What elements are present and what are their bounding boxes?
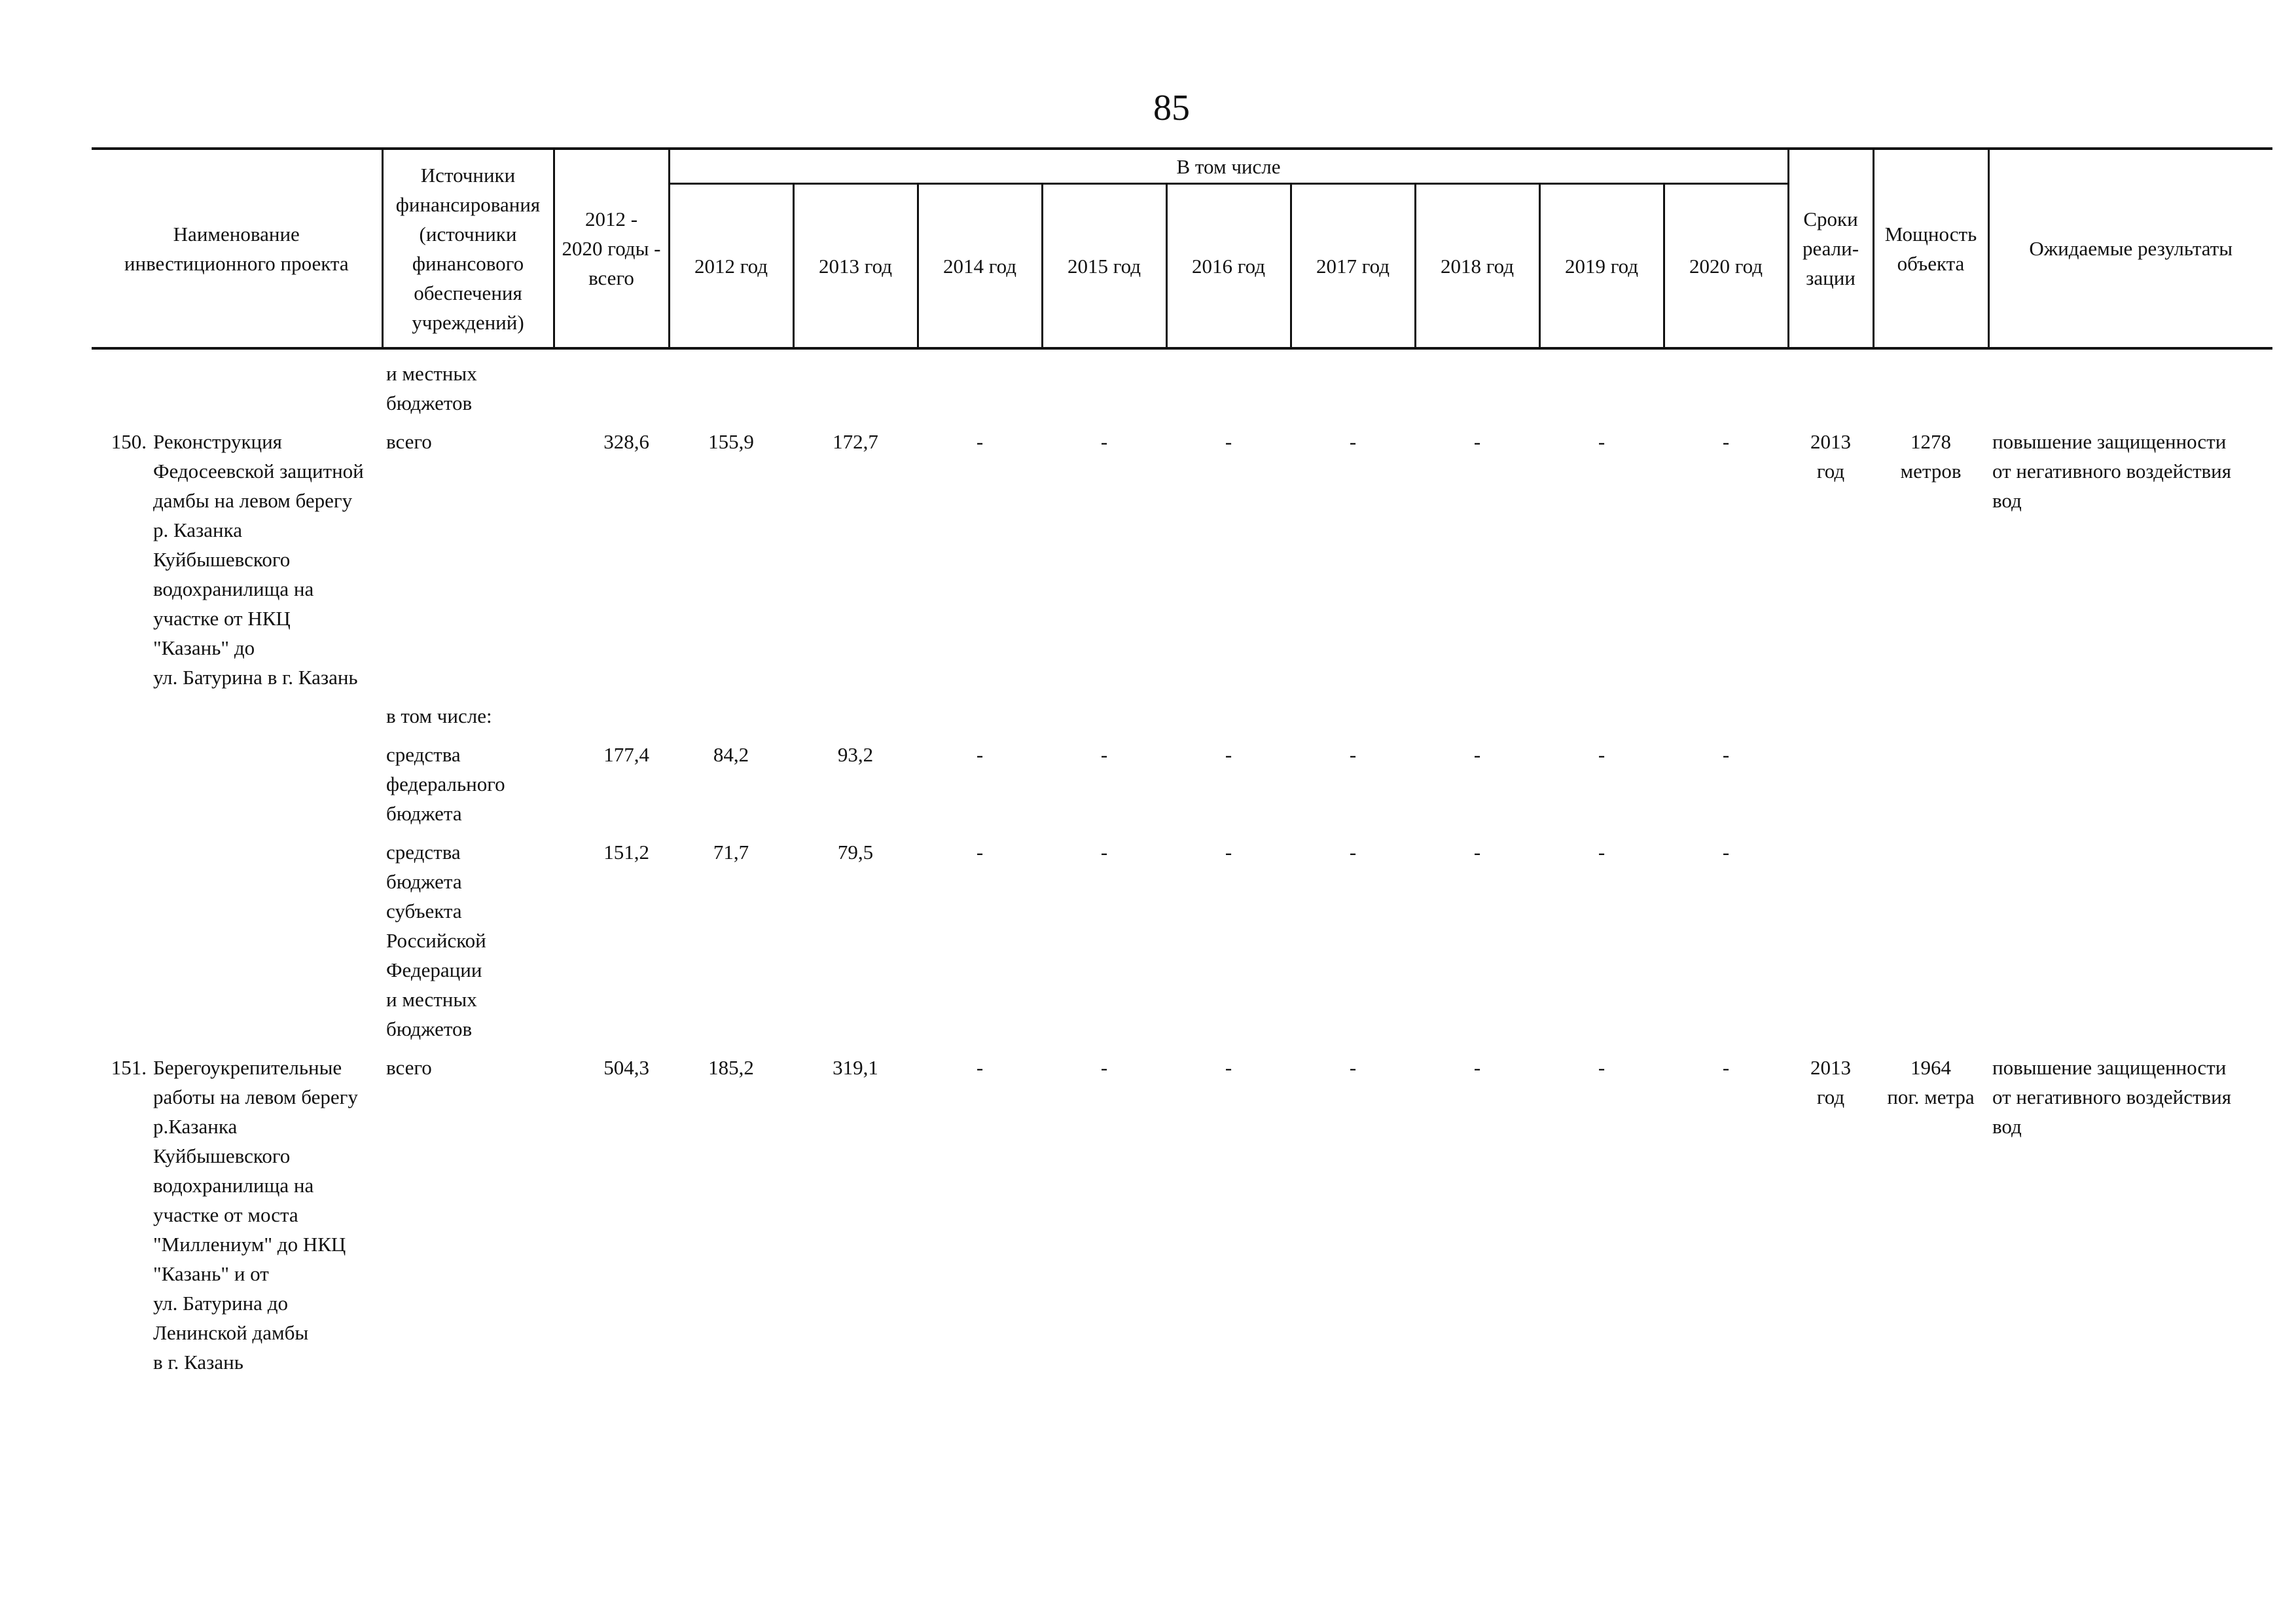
header-year: 2012 год: [669, 184, 793, 349]
header-year: 2018 год: [1415, 184, 1539, 349]
source-cell: всего: [386, 1056, 432, 1079]
year-value: -: [1473, 430, 1481, 453]
header-year: 2014 год: [918, 184, 1042, 349]
source-cell: всего: [386, 430, 432, 453]
header-total: 2012 - 2020 годы - всего: [554, 149, 669, 348]
year-value: 71,7: [713, 841, 749, 864]
table-row-subsource: [92, 828, 2272, 1044]
year-value: -: [1100, 1056, 1108, 1079]
year-value: -: [1598, 841, 1605, 864]
header-year: 2015 год: [1042, 184, 1166, 349]
year-value: -: [1100, 430, 1108, 453]
term-cell: 2013 год: [1810, 1056, 1851, 1108]
year-value: 172,7: [833, 430, 878, 453]
year-value: -: [1349, 743, 1357, 766]
year-value: -: [1100, 841, 1108, 864]
header-year: 2013 год: [793, 184, 918, 349]
year-value: 319,1: [833, 1056, 878, 1079]
source-cell: средства бюджета субъекта Российской Федерации и местных бюджетов: [386, 841, 486, 1040]
investment-projects-table: [92, 147, 2272, 1377]
term-cell: 2013 год: [1810, 430, 1851, 483]
year-value: -: [1349, 841, 1357, 864]
year-value: -: [1722, 1056, 1730, 1079]
year-value: -: [1349, 430, 1357, 453]
header-year: 2020 год: [1664, 184, 1788, 349]
source-cell: средства федерального бюджета: [386, 743, 505, 825]
year-value: -: [1598, 1056, 1605, 1079]
year-value: 185,2: [708, 1056, 754, 1079]
year-value: -: [1225, 1056, 1232, 1079]
header-expected-results: Ожидаемые результаты: [1988, 149, 2272, 348]
year-value: -: [976, 1056, 984, 1079]
year-value: -: [1225, 430, 1232, 453]
table-row-subsource: [92, 731, 2272, 828]
capacity-cell: 1278 метров: [1900, 430, 1962, 483]
year-value: -: [1225, 743, 1232, 766]
total-cell: 328,6: [603, 430, 649, 453]
year-value: -: [1100, 743, 1108, 766]
table-header: [92, 149, 2272, 348]
capacity-cell: 1964 пог. метра: [1887, 1056, 1975, 1108]
year-value: -: [1722, 841, 1730, 864]
result-cell: повышение защищенности от негативного воздействия вод: [1992, 430, 2231, 512]
year-value: -: [1722, 743, 1730, 766]
year-value: -: [1225, 841, 1232, 864]
year-value: -: [1598, 430, 1605, 453]
year-value: -: [1598, 743, 1605, 766]
header-year: 2019 год: [1539, 184, 1664, 349]
table-body: [92, 348, 2272, 1377]
year-value: -: [1722, 430, 1730, 453]
project-name: Берегоукрепительные работы на левом берегу р.Казанка Куйбышевского водохранилища на участке от моста "Миллениум" до НКЦ "Казань" и от ул. Батурина до Ленинской дамбы в г. Казань: [153, 1056, 358, 1374]
year-value: -: [976, 841, 984, 864]
project-number: 151.: [111, 1056, 147, 1079]
header-capacity: Мощность объекта: [1873, 149, 1988, 348]
year-value: 93,2: [837, 743, 874, 766]
result-cell: повышение защищенности от негативного воздействия вод: [1992, 1056, 2231, 1138]
year-value: 79,5: [837, 841, 874, 864]
project-name: Реконструкция Федосеевской защитной дамбы на левом берегу р. Казанка Куйбышевского водохранилища на участке от НКЦ "Казань" до ул. Батурина в г. Казань: [153, 430, 364, 689]
header-year: 2017 год: [1291, 184, 1415, 349]
table-row-carryover: [92, 348, 2272, 418]
header-project-name: Наименование инвестиционного проекта: [92, 149, 382, 348]
project-number: 150.: [111, 430, 147, 453]
project-name-cell: [92, 418, 382, 692]
total-cell: 504,3: [603, 1056, 649, 1079]
year-value: 84,2: [713, 743, 749, 766]
header-including: В том числе: [669, 149, 1788, 184]
year-value: -: [1473, 743, 1481, 766]
year-value: -: [1473, 1056, 1481, 1079]
total-cell: 151,2: [603, 841, 649, 864]
total-cell: 177,4: [603, 743, 649, 766]
table-row-project: [92, 1044, 2272, 1377]
table-row-project: [92, 418, 2272, 692]
year-value: -: [1473, 841, 1481, 864]
table-row-including: [92, 692, 2272, 731]
header-year: 2016 год: [1166, 184, 1291, 349]
page-number: 85: [1153, 88, 1190, 128]
header-funding-sources: Источники финансирования (источники финансового обеспечения учреждений): [382, 149, 554, 348]
including-label: в том числе:: [386, 704, 492, 727]
year-value: -: [976, 430, 984, 453]
year-value: -: [1349, 1056, 1357, 1079]
year-value: 155,9: [708, 430, 754, 453]
project-name-cell: [92, 1044, 382, 1377]
source-cell: и местных бюджетов: [386, 362, 477, 414]
header-term: Сроки реали- зации: [1788, 149, 1873, 348]
year-value: -: [976, 743, 984, 766]
